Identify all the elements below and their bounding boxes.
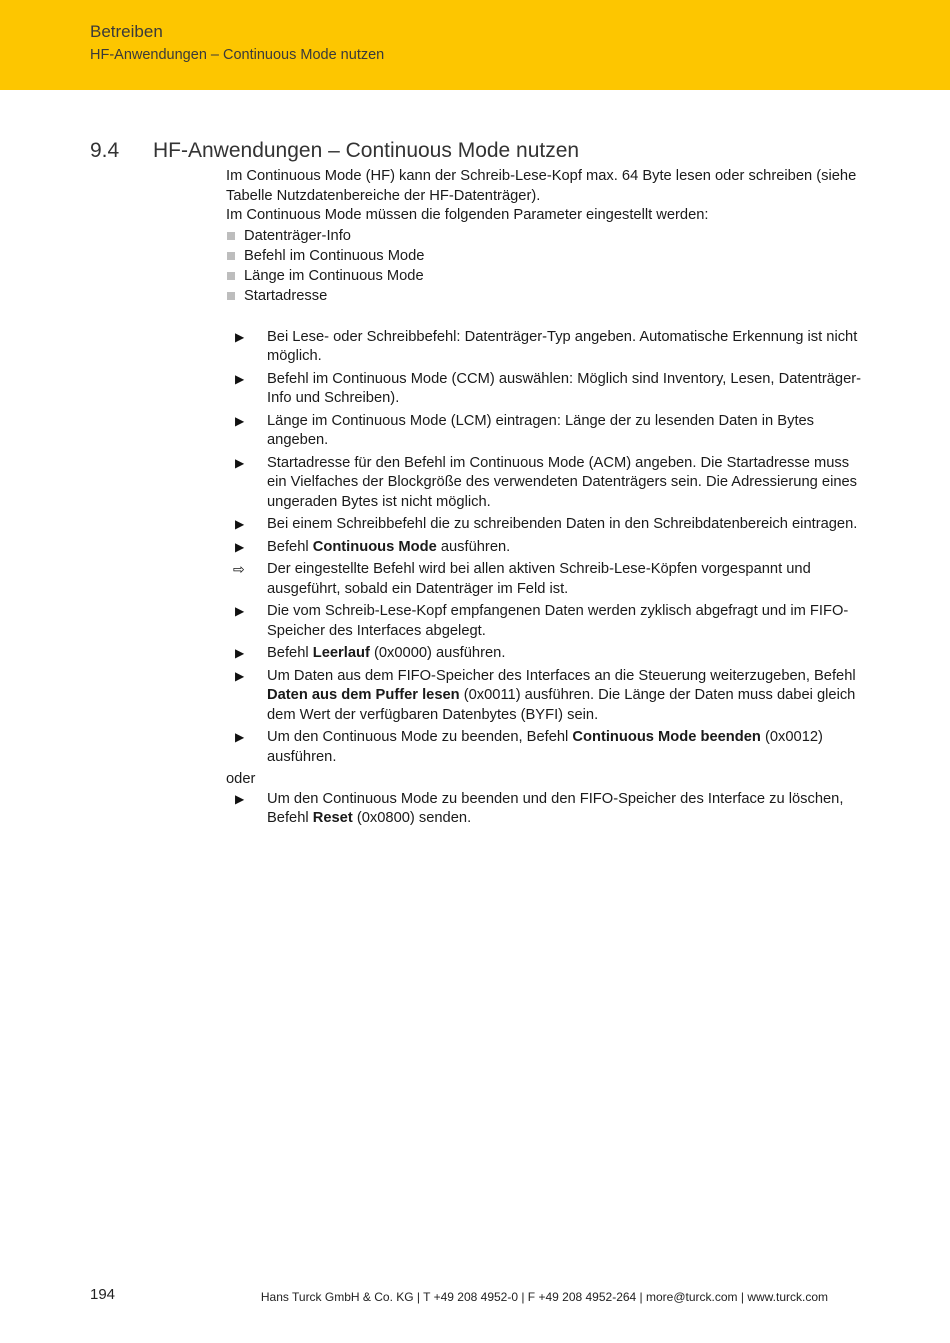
action-triangle-icon: ▶ [235,371,245,386]
command-name: Continuous Mode [312,538,437,555]
step-text: ausführen. [436,538,511,555]
action-triangle-icon: ▶ [235,517,245,531]
action-triangle-icon: ▶ [235,604,245,618]
action-step [226,728,862,767]
action-step [226,412,862,451]
step-text: Die vom Schreib-Lese-Kopf empfangenen Daten werden zyklisch abgefragt und im FIFO-Speicher des Interfaces abgelegt. [267,603,849,639]
step-text: Bei einem Schreibbefehl die zu schreibenden Daten in den Schreibdatenbereich eintragen. [267,516,858,532]
step-text: (0x0011) ausführen. Die Länge der Daten muss dabei gleich dem Wert der verfügbaren Datenbytes (BYFI) sein. [267,687,856,723]
action-step [226,328,862,367]
parameter-label: Startadresse [244,287,328,304]
parameter-item [226,266,862,286]
parameter-item [226,246,862,266]
footer-contact: Hans Turck GmbH & Co. KG | T +49 208 4952-0 | F +49 208 4952-264 | more@turck.com | www.turck.com [260,1290,828,1304]
action-triangle-icon: ▶ [235,539,245,554]
section-body [226,167,862,832]
action-triangle-icon: ▶ [235,413,245,428]
result-step [226,560,862,599]
command-name: Daten aus dem Puffer lesen [267,687,460,703]
command-name: Reset [312,810,353,826]
square-bullet-icon [227,232,235,240]
parameter-list [226,226,862,306]
action-triangle-icon: ▶ [235,730,245,744]
parameter-item [226,286,862,306]
step-text: Um Daten aus dem FIFO-Speicher des Interfaces an die Steuerung weiterzugeben, Befehl [267,667,856,684]
action-step [226,602,862,641]
chapter-title: Betreiben [90,22,163,41]
action-step [226,644,862,664]
section-heading [90,139,579,163]
action-triangle-icon: ▶ [235,646,245,660]
square-bullet-icon [227,292,235,300]
command-name: Continuous Mode beenden [572,729,761,745]
step-text: Um den Continuous Mode zu beenden und den FIFO-Speicher des Interface zu löschen, Befehl [267,790,844,826]
action-step [226,454,862,513]
section-number: 9.4 [90,139,120,162]
step-text: (0x0012) ausführen. [267,729,823,765]
action-step [226,667,862,726]
step-text: Um den Continuous Mode zu beenden, Befehl [267,729,573,745]
action-step [226,790,862,829]
intro-paragraph: Im Continuous Mode (HF) kann der Schreib-Lese-Kopf max. 64 Byte lesen oder schreiben (siehe Tabelle Nutzdatenbereiche der HF-Datenträger). [226,168,857,204]
action-triangle-icon: ▶ [235,668,245,683]
action-step [226,538,862,558]
parameter-label: Befehl im Continuous Mode [244,247,425,264]
alternative-steps [226,790,862,829]
action-step [226,370,862,409]
page-header [0,0,950,90]
action-triangle-icon: ▶ [235,455,245,470]
parameter-item [226,226,862,246]
subchapter-title: HF-Anwendungen – Continuous Mode nutzen [90,47,385,63]
page-number: 194 [90,1286,116,1303]
step-text: Der eingestellte Befehl wird bei allen aktiven Schreib-Lese-Köpfen vorgespannt und ausgeführt, sobald ein Datenträger im Feld ist. [267,561,811,597]
step-text: Bei Lese- oder Schreibbefehl: Datenträger-Typ angeben. Automatische Erkennung ist nicht möglich. [267,328,858,364]
step-text: Befehl [267,645,313,661]
command-name: Leerlauf [312,645,370,661]
alternative-separator: oder [226,771,256,787]
result-arrow-icon: ⇨ [233,561,245,577]
parameter-label: Datenträger-Info [244,227,351,244]
parameter-label: Länge im Continuous Mode [244,267,424,284]
action-triangle-icon: ▶ [235,329,245,344]
step-text: Länge im Continuous Mode (LCM) eintragen: Länge der zu lesenden Daten in Bytes angeben. [267,412,815,448]
intro-paragraph-parameters: Im Continuous Mode müssen die folgenden Parameter eingestellt werden: [226,207,709,223]
action-step [226,515,862,535]
action-triangle-icon: ▶ [235,791,245,806]
step-text: (0x0800) senden. [352,810,472,826]
square-bullet-icon [227,252,235,260]
step-text: Startadresse für den Befehl im Continuous Mode (ACM) angeben. Die Startadresse muss ein Vielfaches der Blockgröße des verwendeten Datenträgers sein. Die Adressierung eines ungeraden Bytes ist nicht möglich. [267,454,858,510]
instruction-steps [226,328,862,768]
step-text: Befehl [267,538,313,555]
step-text: Befehl im Continuous Mode (CCM) auswählen: Möglich sind Inventory, Lesen, Datenträger-Info und Schreiben). [267,370,862,406]
square-bullet-icon [227,272,235,280]
section-title: HF-Anwendungen – Continuous Mode nutzen [153,139,580,162]
step-text: (0x0000) ausführen. [369,645,506,661]
